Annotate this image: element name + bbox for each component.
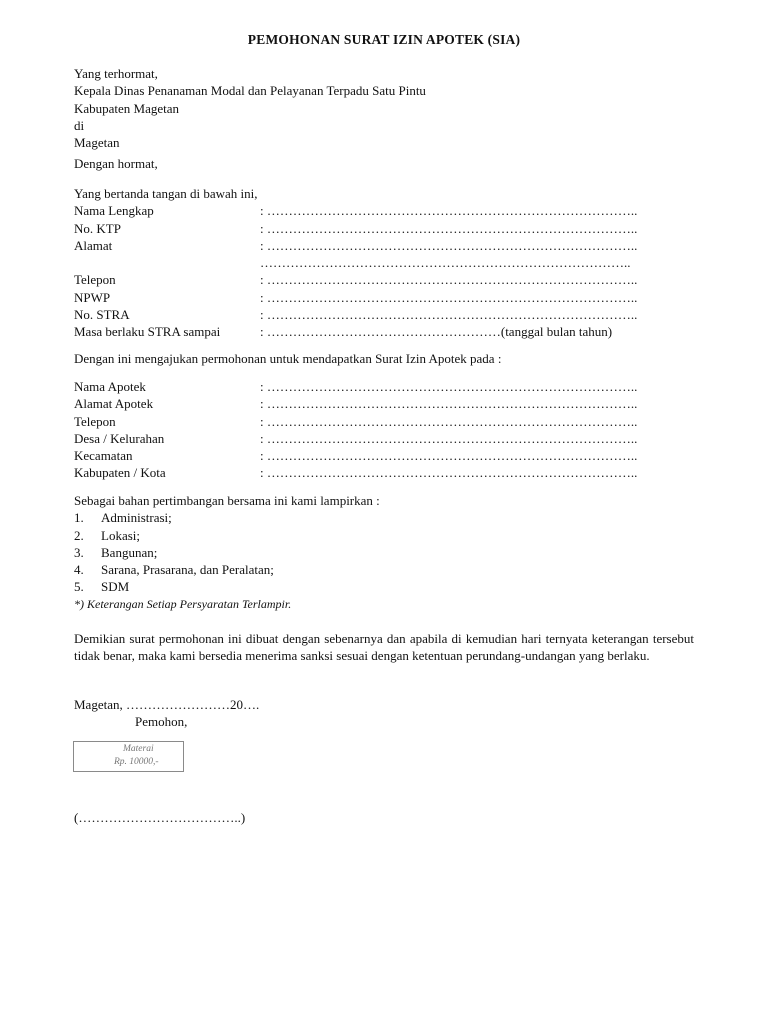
field-label: Telepon [74,413,116,429]
list-number: 2. [74,527,84,543]
fill-line: : ………………………………………………………………………….. [260,220,638,236]
address-line: Magetan [74,135,120,151]
request-statement: Dengan ini mengajukan permohonan untuk mendapatkan Surat Izin Apotek pada : [74,351,502,366]
fill-line: : ………………………………………………………………………….. [260,272,638,288]
greeting: Dengan hormat, [74,156,158,171]
closing-paragraph: Demikian surat permohonan ini dibuat dengan sebenarnya dan apabila di kemudian hari ternyata keterangan tersebut tidak benar, maka kami bersedia menerima sanksi sesuai dengan ketentuan perundang-undangan yang berlaku. [74,631,694,664]
field-label: Telepon [74,272,116,288]
fill-line: : ………………………………………………………………………….. [260,379,638,394]
revenue-stamp-box [73,741,184,772]
fill-line: : ………………………………………………………………………….. [260,413,638,429]
fill-line: : ………………………………………………………………………….. [260,289,638,305]
attachment-intro: Sebagai bahan pertimbangan bersama ini kami lampirkan : [74,493,380,508]
fill-line: : ………………………………………………………………………….. [260,203,638,219]
list-text: Bangunan; [101,544,158,560]
signature-block [74,696,694,731]
field-label: NPWP [74,289,111,305]
applicant-intro: Yang bertanda tangan di bawah ini, [74,186,258,201]
fill-line: : ………………………………………………………………………….. [260,448,638,464]
field-label: Alamat [74,237,113,253]
field-row [74,413,694,430]
field-row [74,306,694,323]
list-number: 3. [74,544,84,560]
applicant-section [74,185,694,341]
fill-line: : ………………………………………………………………………….. [260,237,638,253]
field-label: Alamat Apotek [74,396,154,412]
list-number: 1. [74,510,84,526]
list-item [74,509,694,526]
stamp-amount: Rp. 10000,- [114,757,159,767]
list-text: Administrasi; [101,510,172,526]
applicant-label: Pemohon, [135,714,188,730]
field-row [74,220,694,237]
field-row [74,378,694,395]
field-row [74,202,694,219]
fill-line: : ………………………………………………………………………….. [260,465,638,481]
fill-line: : ………………………………………………………………………….. [260,396,638,412]
field-label: Desa / Kelurahan [74,430,165,446]
field-label: Kecamatan [74,448,133,464]
field-row [74,289,694,306]
field-label: Masa berlaku STRA sampai [74,324,221,340]
list-text: SDM [101,579,130,595]
list-number: 5. [74,579,84,595]
field-row [74,271,694,288]
list-text: Lokasi; [101,527,140,543]
address-line: Kabupaten Magetan [74,100,180,116]
field-label: No. KTP [74,220,121,236]
fill-line: : ………………………………………………………………………….. [260,430,638,446]
field-row [74,323,694,340]
list-item [74,527,694,544]
field-row [74,254,694,271]
field-row [74,237,694,254]
field-label: Nama Lengkap [74,203,154,219]
pharmacy-section [74,378,694,482]
signature-line: (………………………………..) [74,810,246,825]
footnote: *) Keterangan Setiap Persyaratan Terlampir. [74,596,292,611]
field-row [74,464,694,481]
list-text: Sarana, Prasarana, dan Peralatan; [101,562,274,578]
field-row [74,395,694,412]
field-label: No. STRA [74,307,130,323]
address-line: Yang terhormat, [74,66,158,81]
address-line: di [74,117,85,133]
list-item [74,544,694,561]
list-item [74,578,694,595]
field-row [74,447,694,464]
attachment-list [74,492,694,613]
fill-line: : ………………………………………………(tanggal bulan tahun) [260,324,613,340]
recipient-address [74,65,694,151]
field-label: Nama Apotek [74,379,146,394]
address-line: Kepala Dinas Penanaman Modal dan Pelayanan Terpadu Satu Pintu [74,83,426,99]
document-title: PEMOHONAN SURAT IZIN APOTEK (SIA) [247,32,521,47]
field-label: Kabupaten / Kota [74,465,166,481]
fill-line: : ………………………………………………………………………….. [260,307,638,323]
list-number: 4. [74,562,84,578]
stamp-label: Materai [123,744,154,754]
fill-line: ………………………………………………………………………….. [260,255,631,271]
field-row [74,430,694,447]
place-date: Magetan, ……………………20…. [74,697,260,712]
list-item [74,561,694,578]
